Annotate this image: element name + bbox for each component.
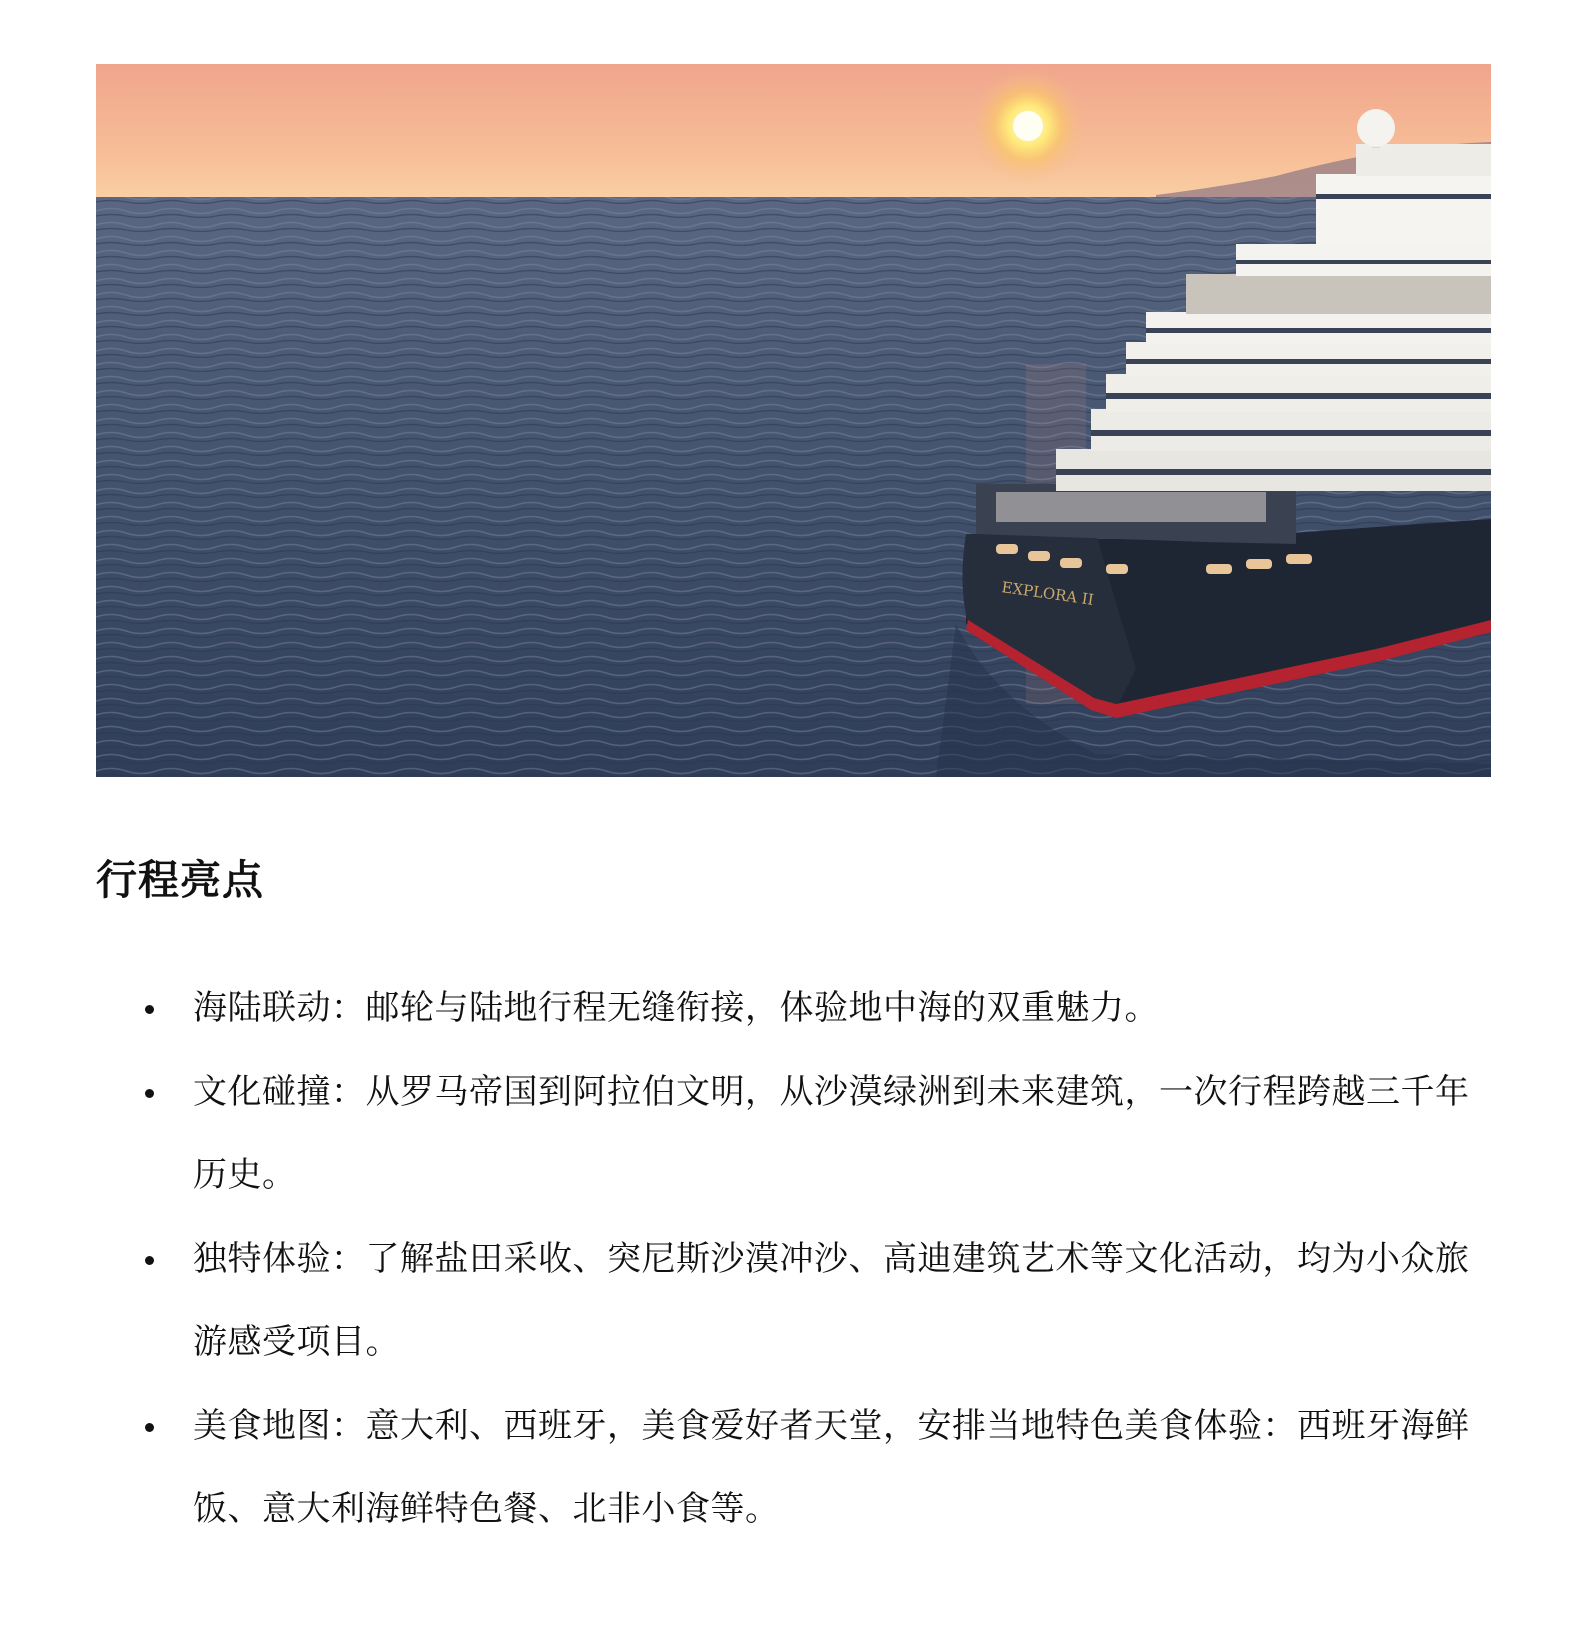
list-item-text: 海陆联动：邮轮与陆地行程无缝衔接，体验地中海的双重魅力。 [193, 988, 1159, 1028]
bullet-icon [145, 1423, 154, 1432]
sun [1013, 111, 1043, 141]
highlights-list [96, 967, 1496, 1552]
section-title: 行程亮点 [96, 856, 264, 904]
list-item-text: 美食地图：意大利、西班牙，美食爱好者天堂，安排当地特色美食体验：西班牙海鲜饭、意大利海鲜特色餐、北非小食等。 [193, 1405, 1470, 1529]
list-item-text: 独特体验：了解盐田采收、突尼斯沙漠冲沙、高迪建筑艺术等文化活动，均为小众旅游感受项目。 [193, 1238, 1470, 1362]
list-item [96, 1051, 1496, 1218]
list-item [96, 967, 1496, 1051]
bullet-icon [145, 1256, 154, 1265]
list-item [96, 1385, 1496, 1552]
hero-image [96, 64, 1491, 777]
bullet-icon [145, 1005, 154, 1014]
list-item-text: 文化碰撞：从罗马帝国到阿拉伯文明，从沙漠绿洲到未来建筑，一次行程跨越三千年历史。 [193, 1071, 1470, 1195]
cruise-ship-sunset-photo [96, 64, 1491, 777]
ship-name-label: EXPLORA II [1000, 578, 1095, 609]
list-item [96, 1218, 1496, 1385]
bullet-icon [145, 1089, 154, 1098]
